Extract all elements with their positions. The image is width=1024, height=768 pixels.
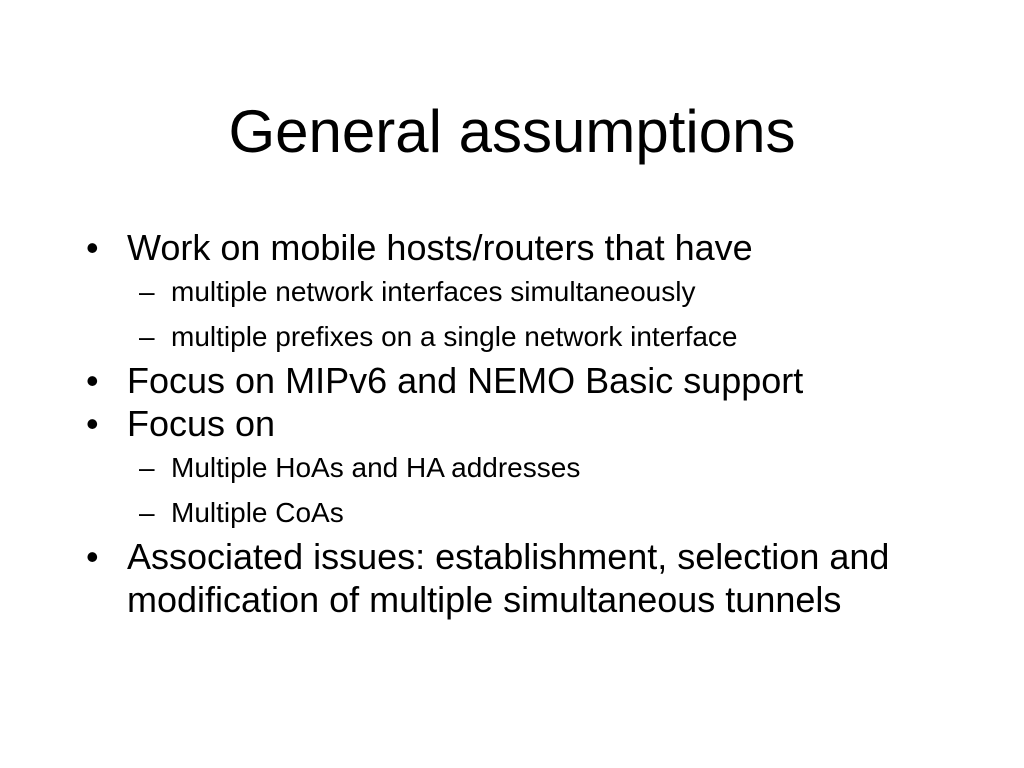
sub-bullet-item [127, 269, 926, 314]
dash-glyph: – [139, 452, 155, 483]
bullet-item [86, 535, 926, 621]
bullet-list [86, 226, 926, 621]
bullet-text: Associated issues: establishment, selection and modification of multiple simultaneous tunnels [127, 536, 890, 620]
sub-bullet-text: multiple network interfaces simultaneously [171, 276, 696, 307]
bullet-item [86, 359, 926, 402]
dash-glyph: – [139, 321, 155, 352]
sub-bullet-list [127, 269, 926, 359]
sub-bullet-list [127, 445, 926, 535]
sub-bullet-text: Multiple HoAs and HA addresses [171, 452, 581, 483]
sub-bullet-item [127, 314, 926, 359]
sub-bullet-text: Multiple CoAs [171, 497, 344, 528]
sub-bullet-item [127, 490, 926, 535]
bullet-glyph: • [86, 403, 99, 444]
dash-glyph: – [139, 497, 155, 528]
bullet-item [86, 402, 926, 535]
sub-bullet-text: multiple prefixes on a single network interface [171, 321, 738, 352]
bullet-text: Focus on MIPv6 and NEMO Basic support [127, 360, 804, 401]
bullet-text: Focus on [127, 403, 276, 444]
bullet-glyph: • [86, 360, 99, 401]
dash-glyph: – [139, 276, 155, 307]
bullet-glyph: • [86, 536, 99, 577]
slide-body [86, 226, 926, 621]
slide-title: General assumptions [228, 98, 796, 165]
sub-bullet-item [127, 445, 926, 490]
bullet-item [86, 226, 926, 359]
bullet-glyph: • [86, 227, 99, 268]
bullet-text: Work on mobile hosts/routers that have [127, 227, 753, 268]
